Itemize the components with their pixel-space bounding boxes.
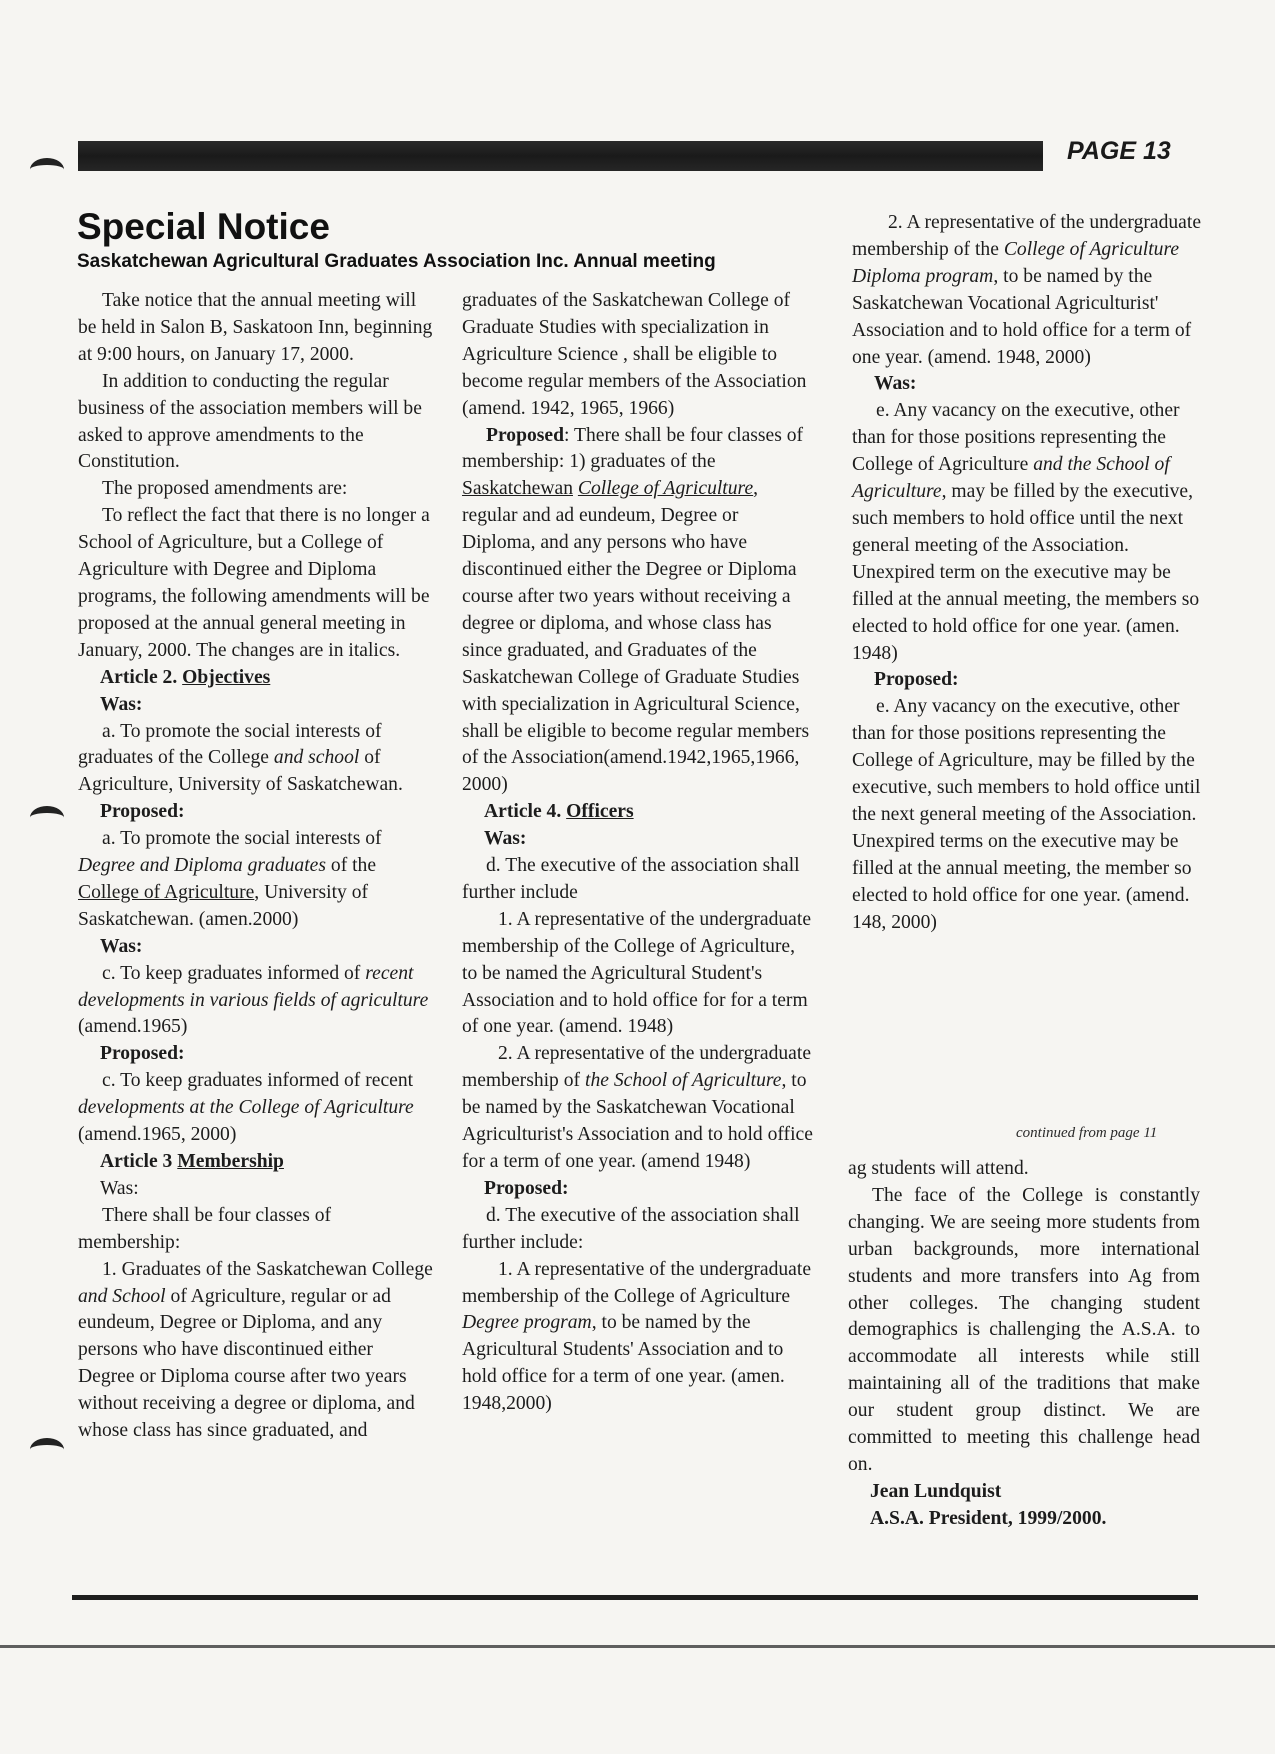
signature-name: Jean Lundquist <box>870 1480 1002 1502</box>
signature-title: A.S.A. President, 1999/2000. <box>870 1507 1107 1529</box>
punch-hole-middle <box>30 806 64 829</box>
paragraph-business: In addition to conducting the regular business of the association members will be asked to approve amendments to the Constitution. <box>78 370 422 473</box>
was-label: Was: <box>100 693 143 715</box>
punch-hole-bottom <box>30 1438 64 1461</box>
continued-paragraph-1: ag students will attend. <box>848 1158 1029 1179</box>
officers-d2-was: 2. A representative of the undergraduate membership of the School of Agriculture, to be named by the Saskatchewan Vocational Agriculturist's Association and to hold office for a term of one year. (amend 1948) <box>462 1043 813 1172</box>
footer-rule <box>72 1595 1198 1600</box>
column-3 <box>852 210 1204 936</box>
membership-item-1-was: 1. Graduates of the Saskatchewan College and School of Agriculture, regular or ad eundeum, Degree or Diploma, and any persons who have discontinued either Degree or Diploma course after two years without receiving a degree or diploma, and whose class has since graduated, and <box>78 1258 433 1442</box>
objective-c-was: c. To keep graduates informed of recent developments in various fields of agriculture (amend.1965) <box>78 962 429 1038</box>
punch-hole-top <box>30 158 64 181</box>
continued-note: continued from page 11 <box>1016 1125 1158 1141</box>
was-label: Was: <box>874 373 917 395</box>
proposed-label: Proposed: <box>484 1177 569 1199</box>
proposed-label: Proposed: <box>100 801 185 823</box>
was-label: Was: <box>100 1177 139 1199</box>
was-label: Was: <box>100 935 143 957</box>
column-2 <box>462 288 814 1418</box>
membership-proposed: Proposed: There shall be four classes of membership: 1) graduates of the Saskatchewan College of Agriculture, regular and ad eundeum, Degree or Diploma, and any persons who have discontinued either the Degree or Diploma course after two years without receiving a degree or diploma, and whose class has since graduated, and Graduates of the Saskatchewan College of Graduate Studies with specialization in Agricultural Science, shall be eligible to become regular members of the Association(amend.1942,1965,1966, 2000) <box>462 424 810 796</box>
officers-e-was: e. Any vacancy on the executive, other than for those positions representing the College of Agriculture and the School of Agriculture, may be filled by the executive, such members to hold office until the next general meeting of the Association. Unexpired term on the executive may be filled at the annual meeting, the members so elected to hold office for one year. (amen. 1948) <box>852 400 1200 664</box>
officers-d-was: d. The executive of the association shall further include <box>462 855 800 903</box>
officers-d2-proposed: 2. A representative of the undergraduate membership of the College of Agriculture Diploma program, to be named by the Saskatchewan Vocational Agriculturist' Association and to hold office for a term of one year. (amend. 1948, 2000) <box>852 212 1202 368</box>
notice-title: Special Notice <box>77 206 330 247</box>
objective-a-was: a. To promote the social interests of graduates of the College and school of Agriculture, University of Saskatchewan. <box>78 720 403 796</box>
article-3-heading: Article 3 Membership <box>100 1151 284 1172</box>
notice-subtitle: Saskatchewan Agricultural Graduates Association Inc. Annual meeting <box>77 251 716 272</box>
was-label: Was: <box>484 828 527 850</box>
paragraph-context: To reflect the fact that there is no longer a School of Agriculture, but a College of Agriculture with Degree and Diploma programs, the following amendments will be proposed at the annual general meeting in January, 2000. The changes are in italics. <box>78 505 430 661</box>
article-4-heading: Article 4. Officers <box>484 801 634 823</box>
continued-article <box>848 1156 1200 1533</box>
objective-c-proposed: c. To keep graduates informed of recent developments at the College of Agriculture (amend.1965, 2000) <box>78 1070 414 1146</box>
proposed-label: Proposed: <box>874 669 959 691</box>
proposed-label: Proposed: <box>100 1043 185 1065</box>
paragraph-amendments-intro: The proposed amendments are: <box>102 478 348 500</box>
page-number: PAGE 13 <box>1067 137 1171 165</box>
paragraph-meeting: Take notice that the annual meeting will be held in Salon B, Saskatoon Inn, beginning at 9:00 hours, on January 17, 2000. <box>78 290 433 365</box>
membership-classes: There shall be four classes of membership: <box>78 1204 332 1253</box>
officers-e-proposed: e. Any vacancy on the executive, other than for those positions representing the College of Agriculture, may be filled by the executive, such members to hold office until the next general meeting of the Association. Unexpired terms on the executive may be filled at the annual meeting, the member so elected to hold office for one year. (amend. 148, 2000) <box>852 696 1201 933</box>
header-bar <box>78 141 1043 171</box>
article-2-heading: Article 2. Objectives <box>100 666 271 688</box>
officers-d-proposed: d. The executive of the association shall further include: <box>462 1204 800 1253</box>
membership-item-1-was-cont: graduates of the Saskatchewan College of Graduate Studies with specialization in Agriculture Science , shall be eligible to become regular members of the Association (amend. 1942, 1965, 1966) <box>462 290 807 419</box>
officers-d1-proposed: 1. A representative of the undergraduate membership of the College of Agriculture Degree program, to be named by the Agricultural Students' Association and to hold office for a term of one year. (amen. 1948,2000) <box>462 1258 812 1415</box>
column-1 <box>78 288 433 1445</box>
page-edge-line <box>0 1645 1275 1648</box>
continued-paragraph-2: The face of the College is constantly changing. We are seeing more students from urban backgrounds, more international students and more transfers into Ag from other colleges. The changing student demographics is challenging the A.S.A. to accommodate all interests while still maintaining all of the traditions that make our student group distinct. We are committed to meeting this challenge head on. <box>848 1184 1200 1475</box>
objective-a-proposed: a. To promote the social interests of Degree and Diploma graduates of the College of Agriculture, University of Saskatchewan. (amen.2000) <box>78 828 382 930</box>
officers-d1-was: 1. A representative of the undergraduate membership of the College of Agriculture, to be named the Agricultural Student's Association and to hold office for for a term of one year. (amend. 1948) <box>462 908 812 1038</box>
